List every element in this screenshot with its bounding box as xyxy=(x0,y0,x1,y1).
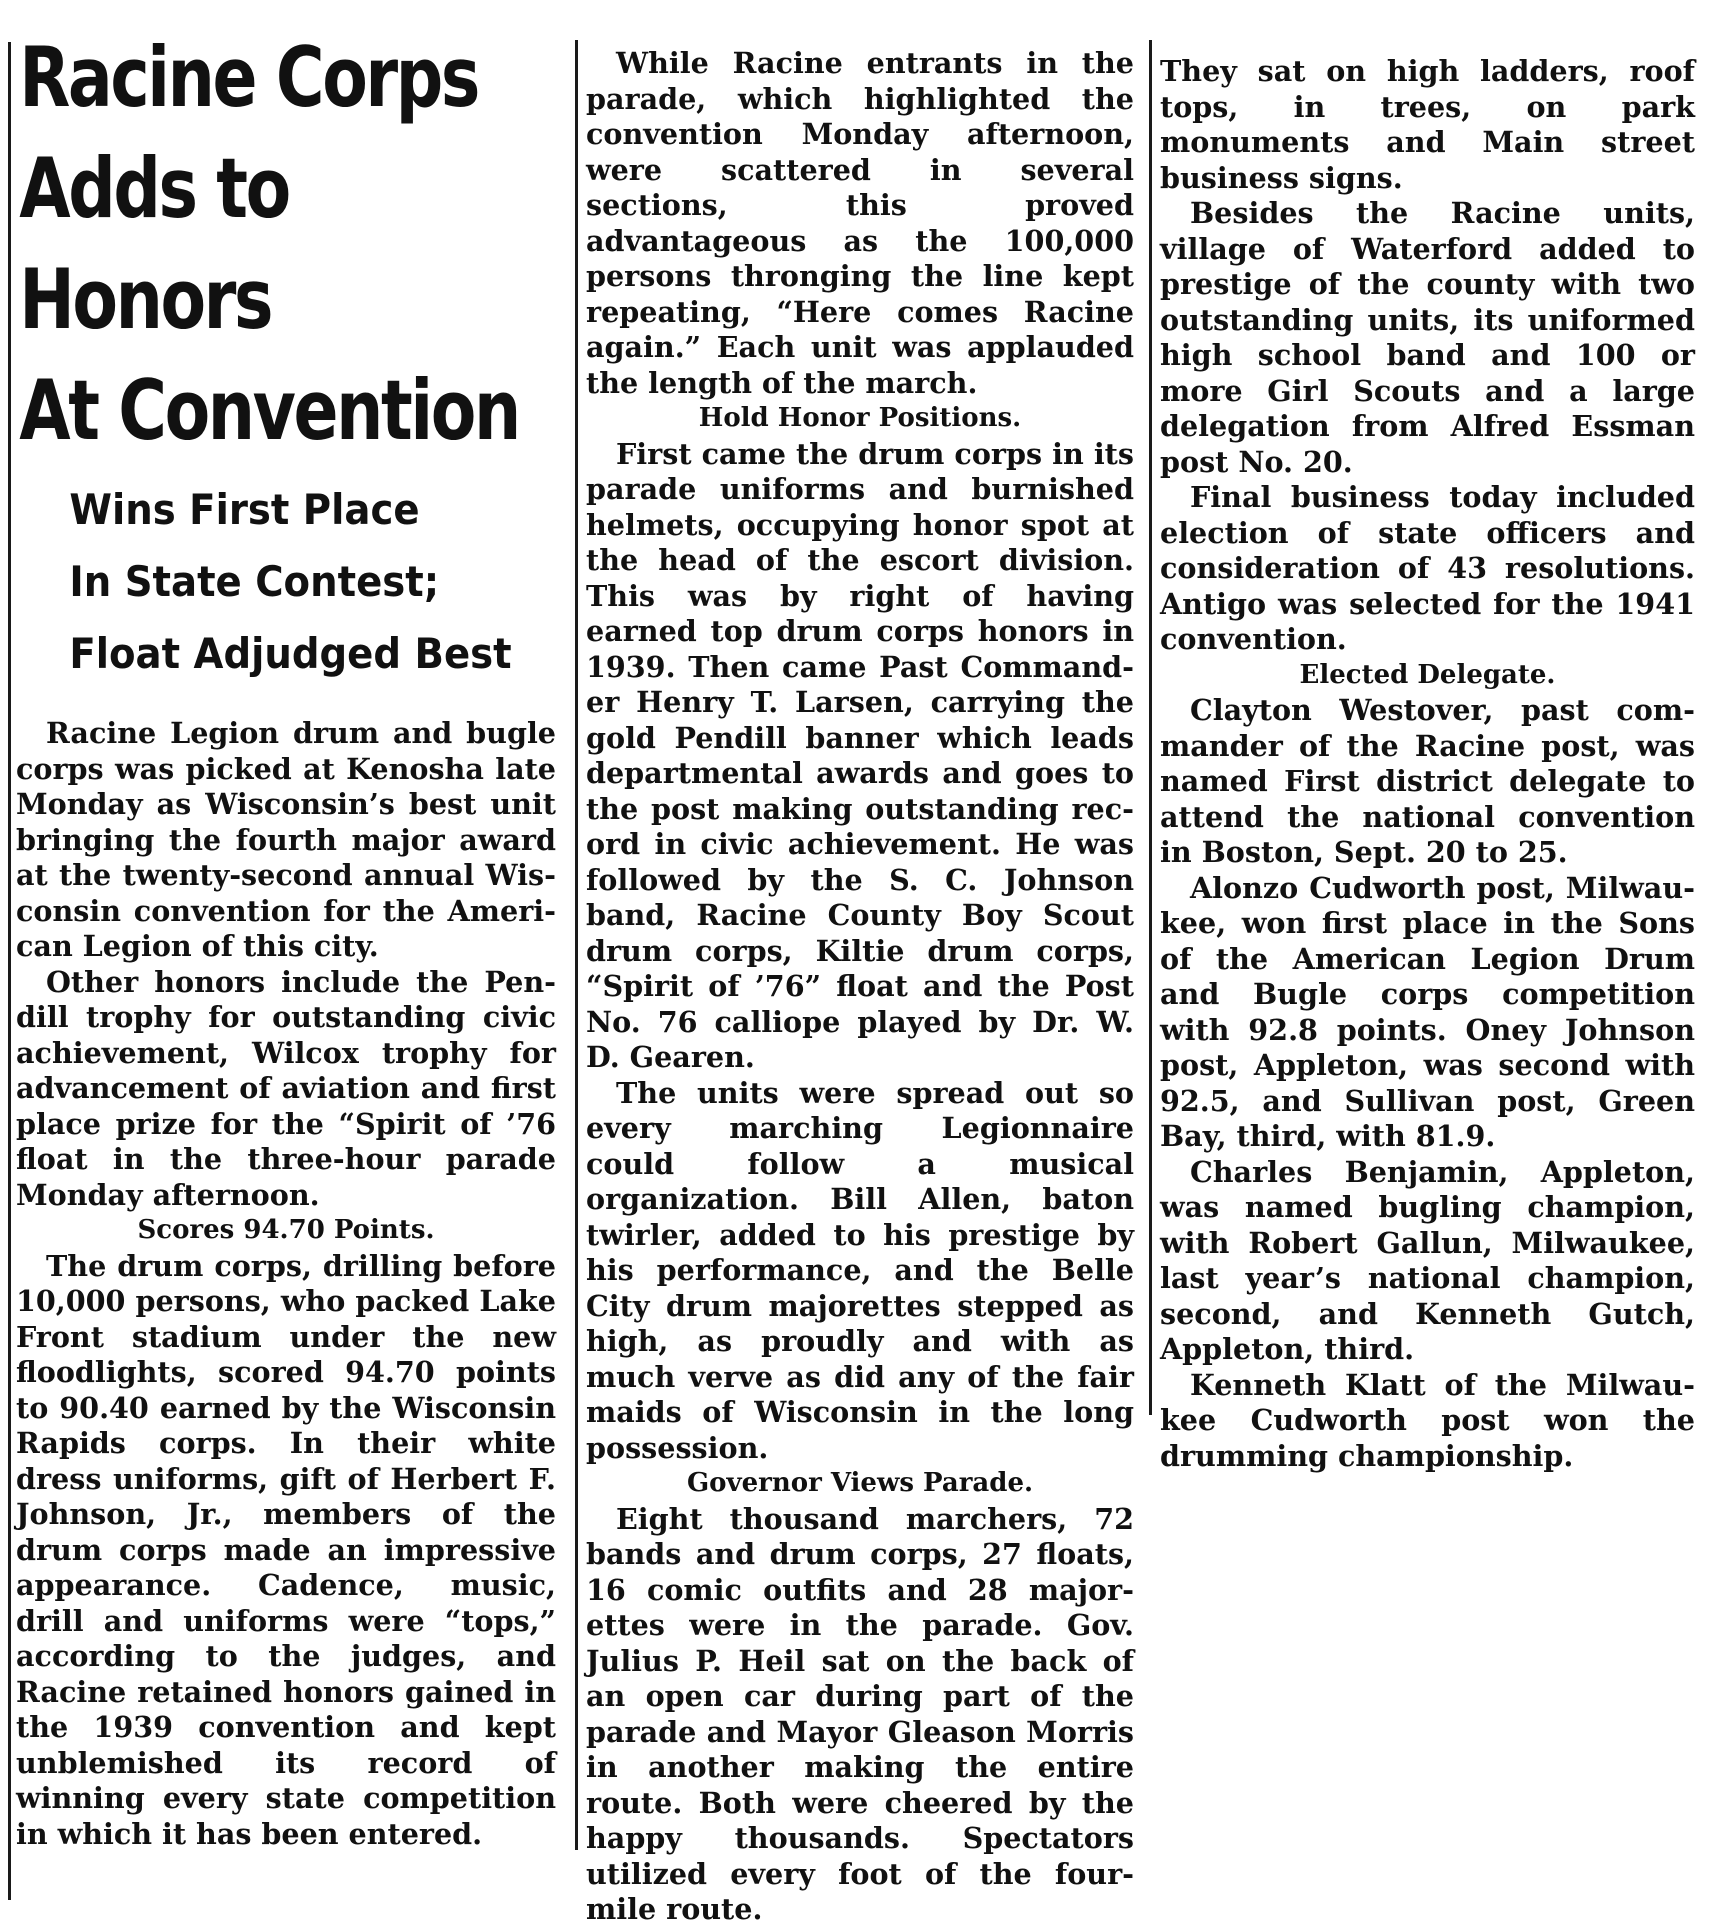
column-1-text xyxy=(16,690,556,1852)
paragraph: Racine Legion drum and bugle corps was picked at Kenosha late Monday as Wisconsin’s best unit bringing the fourth major award at the twenty-second annual Wisconsin convention for the American Legion of this city. xyxy=(16,716,556,963)
deck-line-2: In State Contest; xyxy=(69,557,440,606)
paragraph: Charles Benjamin, Appleton, was named bugling champion, with Robert Gallun, Milwaukee, last year’s national champion, second, and Kenneth Gutch, Appleton, third. xyxy=(1160,1154,1695,1366)
section-subhead: Elected Delegate. xyxy=(1299,659,1556,690)
column-2 xyxy=(586,0,1134,1928)
headline-line-2: Adds to Honors xyxy=(19,140,289,348)
paragraph: Eight thousand marchers, 72 bands and drum corps, 27 floats, 16 comic outfits and 28 majorettes were in the parade. Gov. Julius P. Heil sat on the back of an open car during part of the parade and Mayor Gleason Morris in another making the entire route. Both were cheered by the happy thousands. Spectators utilized every foot of the four-mile route. xyxy=(586,1501,1134,1926)
paragraph: They sat on high ladders, roof tops, in trees, on park monuments and Main street business signs. xyxy=(1160,54,1695,195)
paragraph: Final business today included election of state officers and consideration of 43 resolutions. Antigo was selected for the 1941 convention. xyxy=(1160,480,1695,656)
paragraph: First came the drum corps in its parade uniforms and burnished helmets, occupying honor spot at the head of the escort division. This was by right of having earned top drum corps honors in 1939. Then came Past Commander Henry T. Larsen, carrying the gold Pendill banner which leads departmental awards and goes to the post making outstanding record in civic achievement. He was followed by the S. C. Johnson band, Racine County Boy Scout drum corps, Kiltie drum corps, “Spirit of ’76” float and the Post No. 76 calliope played by Dr. W. D. Gearen. xyxy=(586,436,1134,1074)
left-border-rule xyxy=(8,42,11,1900)
headline-line-1: Racine Corps xyxy=(19,29,479,126)
section-subhead: Governor Views Parade. xyxy=(686,1468,1034,1498)
subheadline-deck xyxy=(16,466,585,690)
paragraph: The units were spread out so every marching Legionnaire could follow a musical organization. Bill Allen, baton twirler, added to his prestige by his performance, and the Belle City drum majorettes stepped as high, as proudly and with as much verve as did any of the fair maids of Wisconsin in the long possession. xyxy=(586,1075,1134,1465)
paragraph: Clayton Westover, past commander of the Racine post, was named First district delegate to attend the national convention in Boston, Sept. 20 to 25. xyxy=(1160,693,1695,869)
column-rule-2 xyxy=(1149,40,1152,1415)
column-3-text xyxy=(1160,0,1695,1474)
deck-line-1: Wins First Place xyxy=(69,485,420,534)
paragraph: The drum corps, drilling before 10,000 persons, who packed Lake Front stadium under the new floodlights, scored 94.70 points to 90.40 earned by the Wisconsin Rapids corps. In their white dress uniforms, gift of Herbert F. Johnson, Jr., members of the drum corps made an impressive appearance. Cadence, music, drill and uniforms were “tops,” according to the judges, and Racine retained honors gained in the 1939 convention and kept unblemished its record of winning every state competition in which it has been entered. xyxy=(16,1248,556,1851)
column-1 xyxy=(16,0,556,1852)
column-2-text xyxy=(586,0,1134,1928)
headline xyxy=(16,0,531,466)
column-3 xyxy=(1160,0,1695,1474)
paragraph: Besides the Racine units, village of Waterford added to prestige of the county with two outstanding units, its uniformed high school band and 100 or more Girl Scouts and a large delegation from Alfred Essman post No. 20. xyxy=(1160,196,1695,479)
paragraph: While Racine entrants in the parade, which highlighted the convention Monday afternoon, were scattered in several sections, this proved advantageous as the 100,000 persons thronging the line kept repeating, “Here comes Racine again.” Each unit was applauded the length of the march. xyxy=(586,46,1134,400)
column-rule-1 xyxy=(575,40,578,1850)
section-subhead: Hold Honor Positions. xyxy=(698,403,1022,433)
paragraph: Other honors include the Pendill trophy for outstanding civic achievement, Wilcox trophy for advancement of aviation and first place prize for the “Spirit of ’76 float in the three-hour parade Monday afternoon. xyxy=(16,964,556,1212)
paragraph: Alonzo Cudworth post, Milwaukee, won first place in the Sons of the American Legion Drum and Bugle corps competition with 92.8 points. Oney Johnson post, Appleton, was second with 92.5, and Sullivan post, Green Bay, third, with 81.9. xyxy=(1160,870,1695,1153)
paragraph: Kenneth Klatt of the Milwaukee Cudworth post won the drumming championship. xyxy=(1160,1367,1695,1473)
headline-line-3: At Convention xyxy=(19,362,519,459)
section-subhead: Scores 94.70 Points. xyxy=(137,1215,435,1245)
deck-line-3: Float Adjudged Best xyxy=(69,629,512,678)
